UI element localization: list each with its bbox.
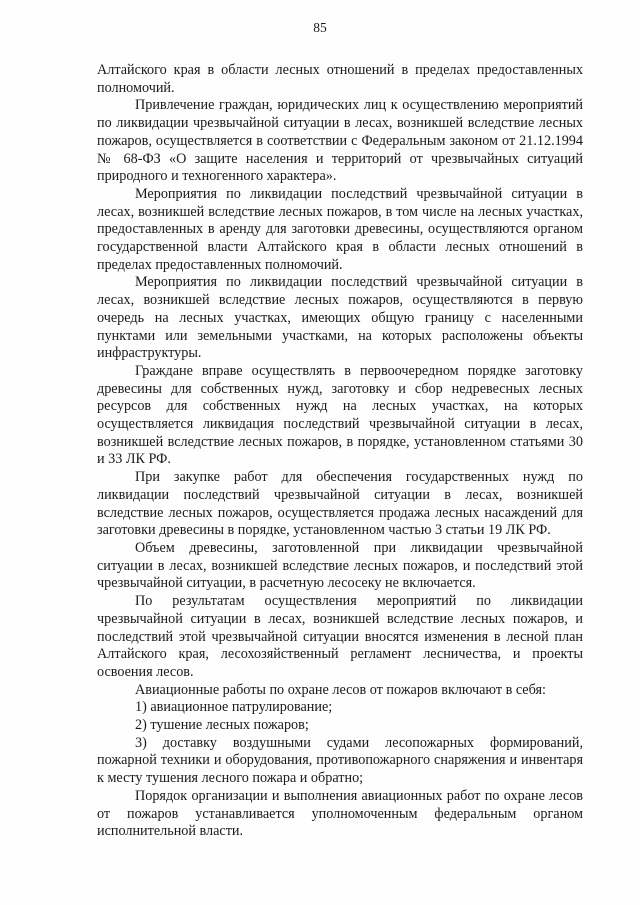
paragraph: При закупке работ для обеспечения государственных нужд по ликвидации последствий чрезвычайной ситуации в лесах, возникшей вследствие лесных пожаров, осуществляется продажа лесных насаждений для заготовки древесины в порядке, установленном частью 3 статьи 19 ЛК РФ. — [97, 469, 583, 539]
paragraph: Граждане вправе осуществлять в первоочередном порядке заготовку древесины для собственных нужд, заготовку и сбор недревесных лесных ресурсов для собственных нужд на лесных участках, на которых осуществляется ликвидация последствий чрезвычайной ситуации в лесах, возникшей вследствие лесных пожаров, в порядке, установленном статьями 30 и 33 ЛК РФ. — [97, 362, 583, 468]
list-item: 3) доставку воздушными судами лесопожарных формирований, пожарной техники и оборудования, противопожарного снаряжения и инвентаря к месту тушения лесного пожара и обратно; — [97, 734, 583, 787]
paragraph: Мероприятия по ликвидации последствий чрезвычайной ситуации в лесах, возникшей вследствие лесных пожаров, осуществляются в первую очередь на лесных участках, имеющих общую границу с населенными пунктами или земельными участками, на которых расположены объекты инфраструктуры. — [97, 274, 583, 362]
body-text — [97, 62, 583, 841]
paragraph: Порядок организации и выполнения авиационных работ по охране лесов от пожаров устанавливается уполномоченным федеральным органом исполнительной власти. — [97, 787, 583, 840]
paragraph: Объем древесины, заготовленной при ликвидации чрезвычайной ситуации в лесах, возникшей вследствие лесных пожаров, и последствий этой чрезвычайной ситуации, в расчетную лесосеку не включается. — [97, 539, 583, 592]
list-item: 1) авиационное патрулирование; — [135, 699, 333, 716]
paragraph: Привлечение граждан, юридических лиц к осуществлению мероприятий по ликвидации чрезвычайной ситуации в лесах, возникшей вследствие лесных пожаров, осуществляется в соответствии с Федеральным законом от 21.12.1994 № 68-ФЗ «О защите населения и территорий от чрезвычайных ситуаций природного и техногенного характера». — [97, 97, 583, 185]
page-number: 85 — [313, 20, 327, 35]
paragraph: Авиационные работы по охране лесов от пожаров включают в себя: — [135, 681, 546, 698]
list-item: 2) тушение лесных пожаров; — [135, 717, 309, 734]
paragraph: Мероприятия по ликвидации последствий чрезвычайной ситуации в лесах, возникшей вследствие лесных пожаров, в том числе на лесных участках, предоставленных в аренду для заготовки древесины, осуществляются органом государственной власти Алтайского края в области лесных отношений в пределах предоставленных полномочий. — [97, 185, 583, 273]
paragraph: По результатам осуществления мероприятий по ликвидации чрезвычайной ситуации в лесах, возникшей вследствие лесных пожаров, и последствий этой чрезвычайной ситуации вносятся изменения в лесной план Алтайского края, лесохозяйственный регламент лесничества, и проекты освоения лесов. — [97, 593, 583, 680]
paragraph: Алтайского края в области лесных отношений в пределах предоставленных полномочий. — [97, 62, 583, 96]
